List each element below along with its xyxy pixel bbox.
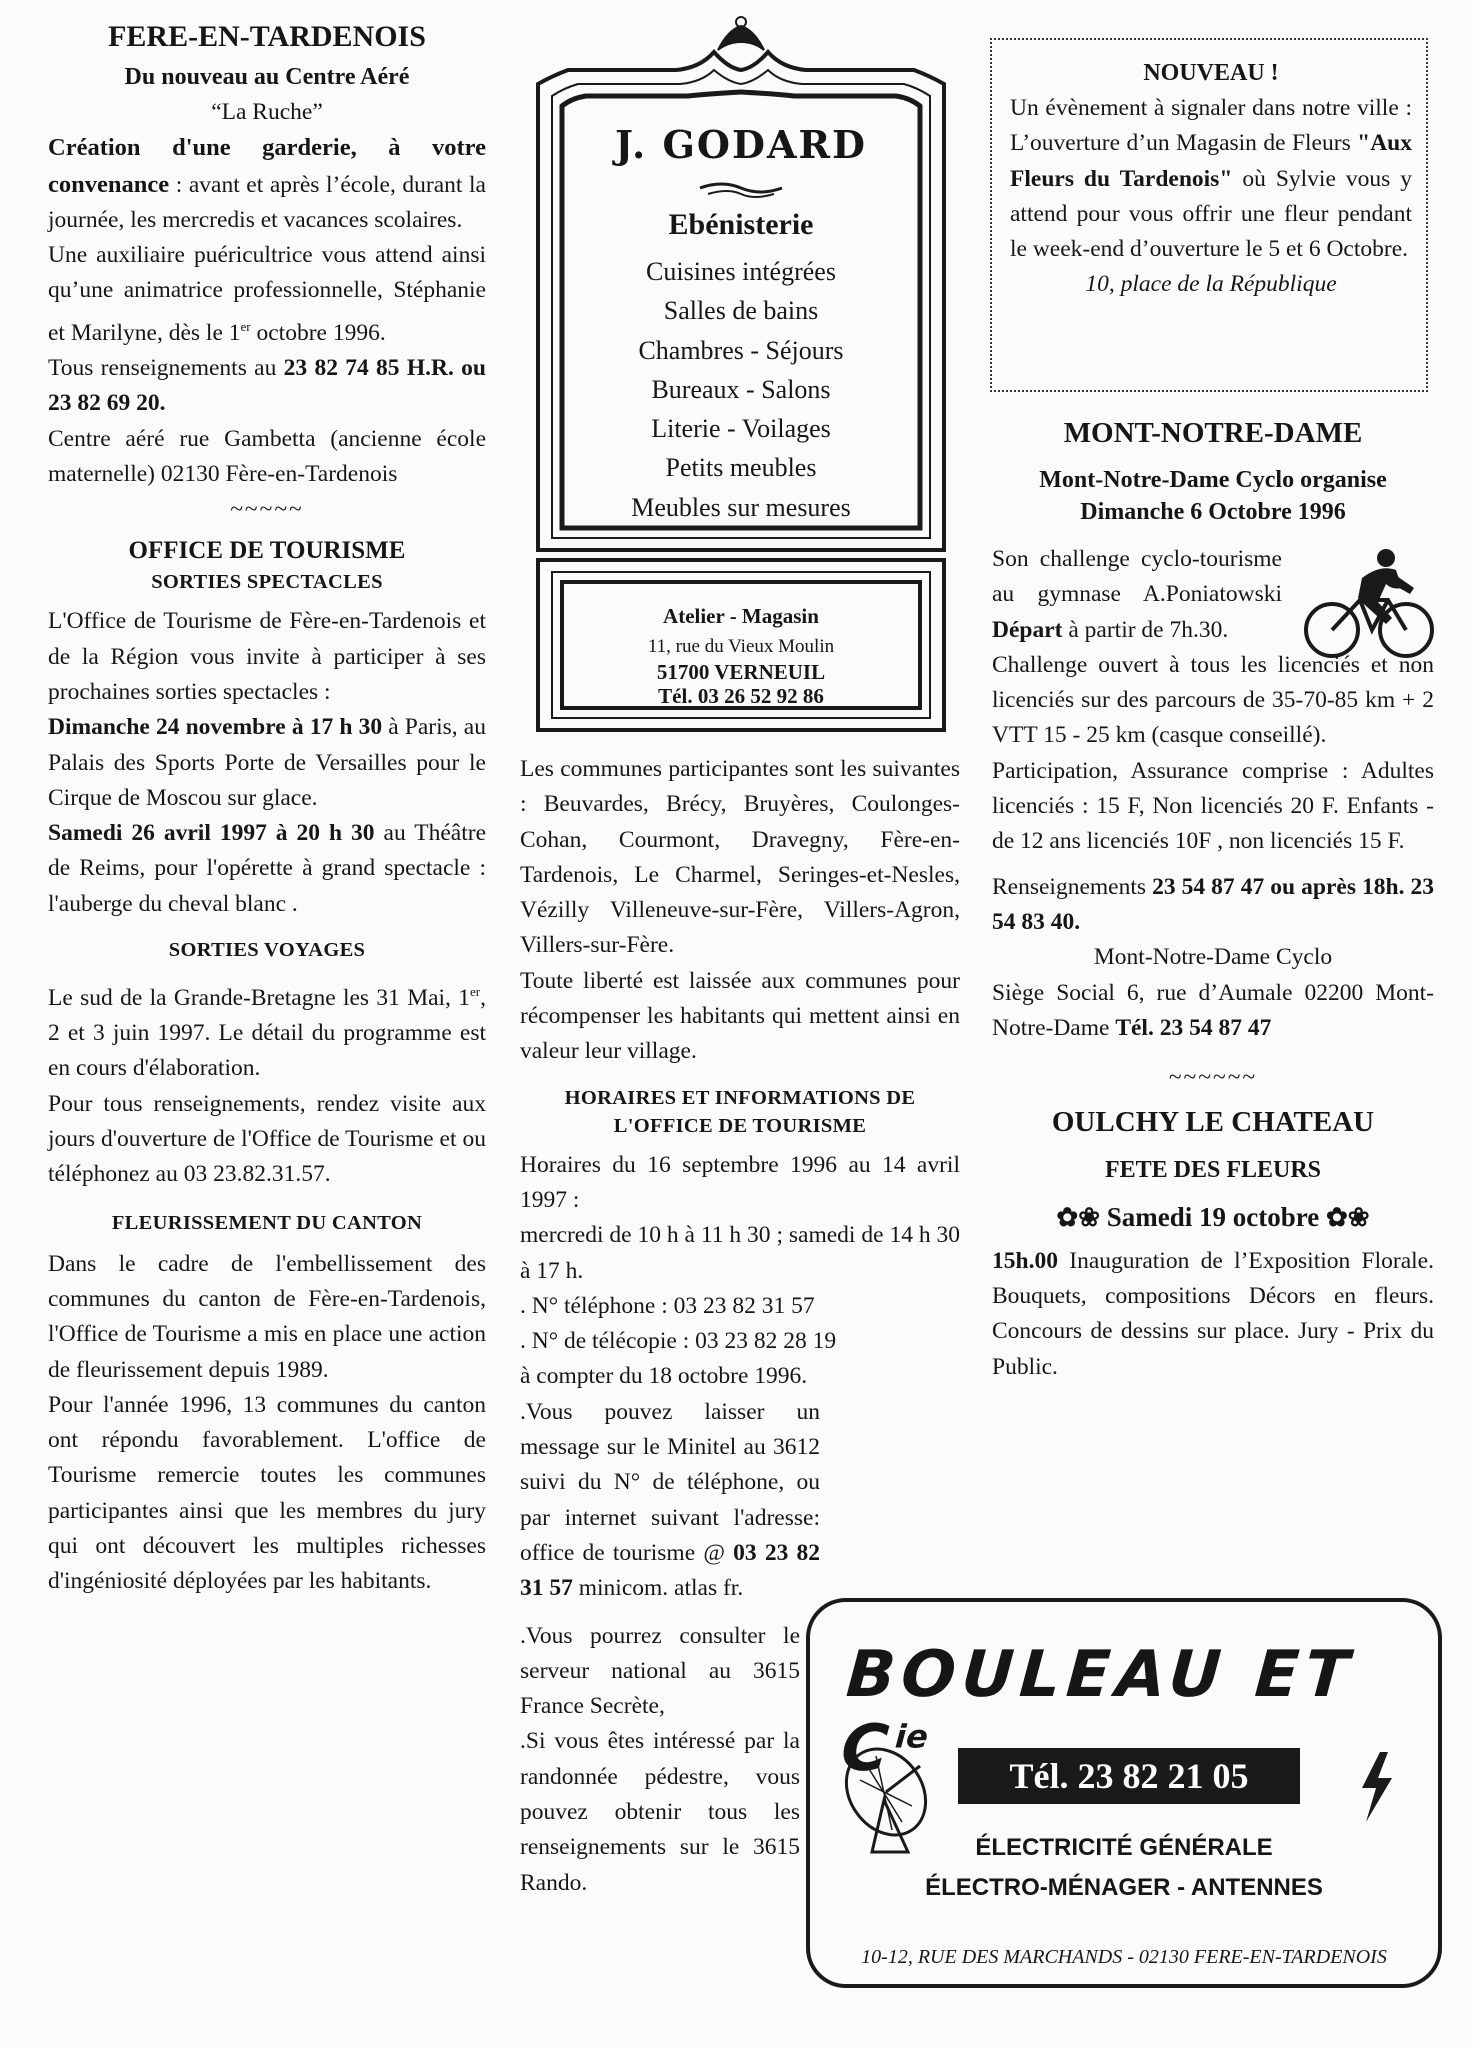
horaires-3615-france: .Vous pourrez consulter le serveur national au 3615 France Secrète, xyxy=(520,1622,800,1720)
communes-list: Les communes participantes sont les suivantes : Beuvardes, Brécy, Bruyères, Coulonges-Cohan, Courmont, Dravegny, Fère-en-Tardenois, Le Charmel, Seringes-et-Nesles, Vézilly Villeneuve-sur-Fère, Villers-Agron, Villers-sur-Fère. xyxy=(520,756,960,959)
mont-siege-text: Siège Social 6, rue d’Aumale 02200 Mont-Notre-Dame xyxy=(992,979,1434,1041)
office-voyage-a: Le sud de la Grande-Bretagne les 31 Mai, 1 xyxy=(48,984,471,1011)
godard-item: Meubles sur mesures xyxy=(631,492,851,522)
bouleau-address: 10-12, RUE DES MARCHANDS - 02130 FERE-EN-TARDENOIS xyxy=(861,1946,1387,1968)
box-spacer xyxy=(992,0,1434,414)
section-title-oulchy: OULCHY LE CHATEAU xyxy=(1051,1106,1375,1139)
horaires-fax: . N° de télécopie : 03 23 82 28 19 xyxy=(520,1328,837,1355)
mont-challenge-pre: Son challenge cyclo-tourisme au gymnase A.Poniatowski xyxy=(992,546,1282,608)
godard-atelier: Atelier - Magasin xyxy=(663,604,819,628)
mont-siege-phone: Tél. 23 54 87 47 xyxy=(1115,1014,1272,1041)
section-title-fere: FERE-EN-TARDENOIS xyxy=(108,20,426,53)
horaires-3615-rando: .Si vous êtes intéressé par la randonnée pédestre, vous pouvez obtenir tous les renseignements sur le 3615 Rando. xyxy=(520,1728,800,1896)
horaires-fax-date: à compter du 18 octobre 1996. xyxy=(520,1363,808,1390)
fere-garderie-bold: Création d'une garderie, à votre convenance xyxy=(48,134,486,198)
horaires-minitel-text: .Vous pouvez laisser un message sur le Minitel au 3612 suivi du N° de téléphone, ou par internet suivant l'adresse: office de tourisme @ xyxy=(520,1398,820,1566)
horaires-minitel-end: minicom. atlas fr. xyxy=(572,1575,744,1602)
godard-name: J. GODARD xyxy=(614,122,867,167)
fere-staff-end: octobre 1996. xyxy=(250,319,386,346)
office-intro: L'Office de Tourisme de Fère-en-Tardenois et de la Région vous invite à participer à ses prochaines sorties spectacles : xyxy=(48,608,486,705)
godard-item: Salles de bains xyxy=(663,296,819,326)
fere-contact-phones: 23 82 74 85 H.R. ou 23 82 69 20. xyxy=(48,354,486,417)
fere-contact-pre: Tous renseignements au xyxy=(48,354,284,381)
section-title-office: OFFICE DE TOURISME xyxy=(128,537,406,565)
fere-staff-text: Une auxiliaire puéricultrice vous attend ainsi qu’une animatrice professionnelle, Stéphanie et Marilyne, dès le 1 xyxy=(48,242,486,346)
fere-paragraph-contact xyxy=(48,351,486,422)
oulchy-subtitle: FETE DES FLEURS xyxy=(1104,1157,1322,1184)
godard-address: 11, rue du Vieux Moulin xyxy=(647,636,835,657)
godard-city: 51700 VERNEUIL xyxy=(656,660,826,684)
bouleau-brand-text: BOULEAU ET C xyxy=(838,1638,1358,1786)
advert-bouleau xyxy=(806,1598,1442,1988)
office-show-2-date: Samedi 26 avril 1997 à 20 h 30 xyxy=(48,820,375,847)
flower-icon: ✿❀ xyxy=(1056,1203,1100,1233)
godard-item: Literie - Voilages xyxy=(651,414,831,444)
oulchy-time: 15h.00 xyxy=(992,1247,1058,1274)
mont-club: Mont-Notre-Dame Cyclo xyxy=(1093,944,1333,971)
godard-phone: Tél. 03 26 52 92 86 xyxy=(658,684,824,708)
godard-item: Bureaux - Salons xyxy=(651,374,831,404)
flower-icon: ✿❀ xyxy=(1325,1203,1370,1233)
mont-siege xyxy=(992,976,1434,1047)
office-voyage-sup: er xyxy=(470,984,481,1000)
oulchy-date-line xyxy=(992,1200,1434,1235)
nouveau-text-post: où Sylvie vous y attend pour vous offrir une fleur pendant le week-end d’ouverture le 5 et 6 Octobre. xyxy=(1010,165,1412,263)
advert-spacer xyxy=(520,0,960,752)
nouveau-text-pre: Un évènement à signaler dans notre ville : L’ouverture d’un Magasin de Fleurs xyxy=(1010,95,1412,157)
section-title-mont: MONT-NOTRE-DAME xyxy=(1063,417,1363,449)
separator: ~~~~~~ xyxy=(1168,1064,1258,1091)
lightning-icon xyxy=(1356,1752,1396,1822)
nouveau-title: NOUVEAU ! xyxy=(1143,60,1279,86)
office-show-1-date: Dimanche 24 novembre à 17 h 30 xyxy=(48,714,383,741)
column-left xyxy=(48,18,486,1600)
oulchy-program xyxy=(992,1244,1434,1385)
office-show-2 xyxy=(48,816,486,922)
fleur-paragraph-2: Pour l'année 1996, 13 communes du canton ont répondu favorablement. L'office de Tourisme remercie toutes les communes participantes ainsi que les membres du jury qui ont découvert les multiples richesses d'ingéniosité déployées par les habitants. xyxy=(48,1391,486,1595)
bouleau-brand-sup: ie xyxy=(893,1717,930,1756)
mont-participation: Participation, Assurance comprise : Adultes licenciés : 15 F, Non licenciés 20 F. Enfants - de 12 ans licenciés 10F , non licenciés 15 F. xyxy=(992,757,1434,855)
horaires-minitel xyxy=(520,1395,820,1607)
fere-subtitle: Du nouveau au Centre Aéré xyxy=(124,64,410,90)
office-subtitle-fleurissement: FLEURISSEMENT DU CANTON xyxy=(111,1211,423,1234)
bouleau-service-2: ÉLECTRO-MÉNAGER - ANTENNES xyxy=(925,1874,1323,1901)
office-voyage-text xyxy=(48,974,486,1087)
mont-subtitle: Mont-Notre-Dame Cyclo organise Dimanche 6 Octobre 1996 xyxy=(1039,467,1387,525)
fleur-paragraph-1: Dans le cadre de l'embellissement des communes du canton de Fère-en-Tardenois, l'Office de Tourisme a mis en place une action de fleurissement depuis 1989. xyxy=(48,1250,486,1383)
office-voyage-contact: Pour tous renseignements, rendez visite aux jours d'ouverture de l'Office de Tourisme et ou téléphonez au 03 23.82.31.57. xyxy=(48,1090,486,1188)
horaires-days: mercredi de 10 h à 11 h 30 ; samedi de 14 h 30 à 17 h. xyxy=(520,1222,960,1284)
office-voyage-b: , 2 et 3 juin 1997. Le détail du programme est en cours d'élaboration. xyxy=(48,984,486,1082)
nouveau-address: 10, place de la République xyxy=(1085,271,1337,298)
horaires-phone: . N° téléphone : 03 23 82 31 57 xyxy=(520,1292,815,1319)
oulchy-date: Samedi 19 octobre xyxy=(1106,1202,1320,1233)
separator: ~~~~~ xyxy=(230,496,304,523)
horaires-period: Horaires du 16 septembre 1996 au 14 avril 1997 : xyxy=(520,1151,960,1213)
bouleau-phone: Tél. 23 82 21 05 xyxy=(958,1748,1300,1804)
office-show-1 xyxy=(48,710,486,816)
godard-item: Petits meubles xyxy=(665,453,817,483)
mont-renseignements-phones: 23 54 87 47 ou après 18h. 23 54 83 40. xyxy=(992,873,1434,935)
fere-paragraph-staff xyxy=(48,238,486,351)
mont-challenge-text xyxy=(992,542,1282,648)
office-subtitle-spectacles: SORTIES SPECTACLES xyxy=(151,571,383,594)
godard-trade: Ebénisterie xyxy=(668,208,814,241)
fere-center-name: “La Ruche” xyxy=(211,99,323,125)
fere-paragraph-garderie xyxy=(48,130,486,238)
horaires-title: HORAIRES ET INFORMATIONS DE L'OFFICE DE TOURISME xyxy=(564,1086,916,1137)
mont-renseignements-pre: Renseignements xyxy=(992,873,1153,900)
office-show-1-text: à Paris, au Palais des Sports Porte de Versailles pour le Cirque de Moscou sur glace. xyxy=(48,714,486,811)
bouleau-service-1: ÉLECTRICITÉ GÉNÉRALE xyxy=(975,1834,1273,1861)
godard-item: Cuisines intégrées xyxy=(646,257,836,286)
column-right xyxy=(992,0,1434,1385)
godard-item: Chambres - Séjours xyxy=(638,335,844,365)
mont-challenge-block xyxy=(992,542,1434,648)
office-show-2-text: au Théâtre de Reims, pour l'opérette à grand spectacle : l'auberge du cheval blanc . xyxy=(48,820,486,917)
mont-challenge-depart: Départ xyxy=(992,616,1063,643)
horaires-minitel-phone: 03 23 82 31 57 xyxy=(520,1539,820,1602)
communes-liberte: Toute liberté est laissée aux communes pour récompenser les habitants qui mettent ainsi en valeur leur village. xyxy=(520,967,960,1065)
office-subtitle-voyages: SORTIES VOYAGES xyxy=(168,939,366,962)
mont-renseignements xyxy=(992,870,1434,941)
fere-staff-sup: er xyxy=(240,318,251,334)
mont-challenge-open: Challenge ouvert à tous les licenciés et non licenciés sur des parcours de 35-70-85 km + 2 VTT 15 - 25 km (casque conseillé). xyxy=(992,651,1434,749)
nouveau-shop-name: "Aux Fleurs du Tardenois" xyxy=(1010,130,1412,192)
fere-paragraph-address: Centre aéré rue Gambetta (ancienne école maternelle) 02130 Fère-en-Tardenois xyxy=(48,425,486,487)
fere-garderie-text: : avant et après l’école, durant la journée, les mercredis et vacances scolaires. xyxy=(48,171,486,233)
mont-challenge-time: à partir de 7h.30. xyxy=(1062,616,1229,643)
cyclist-icon xyxy=(1302,544,1434,664)
oulchy-program-text: Inauguration de l’Exposition Florale. Bouquets, compositions Décors en fleurs. Concours de dessins sur place. Jury - Prix du Public. xyxy=(992,1247,1434,1380)
